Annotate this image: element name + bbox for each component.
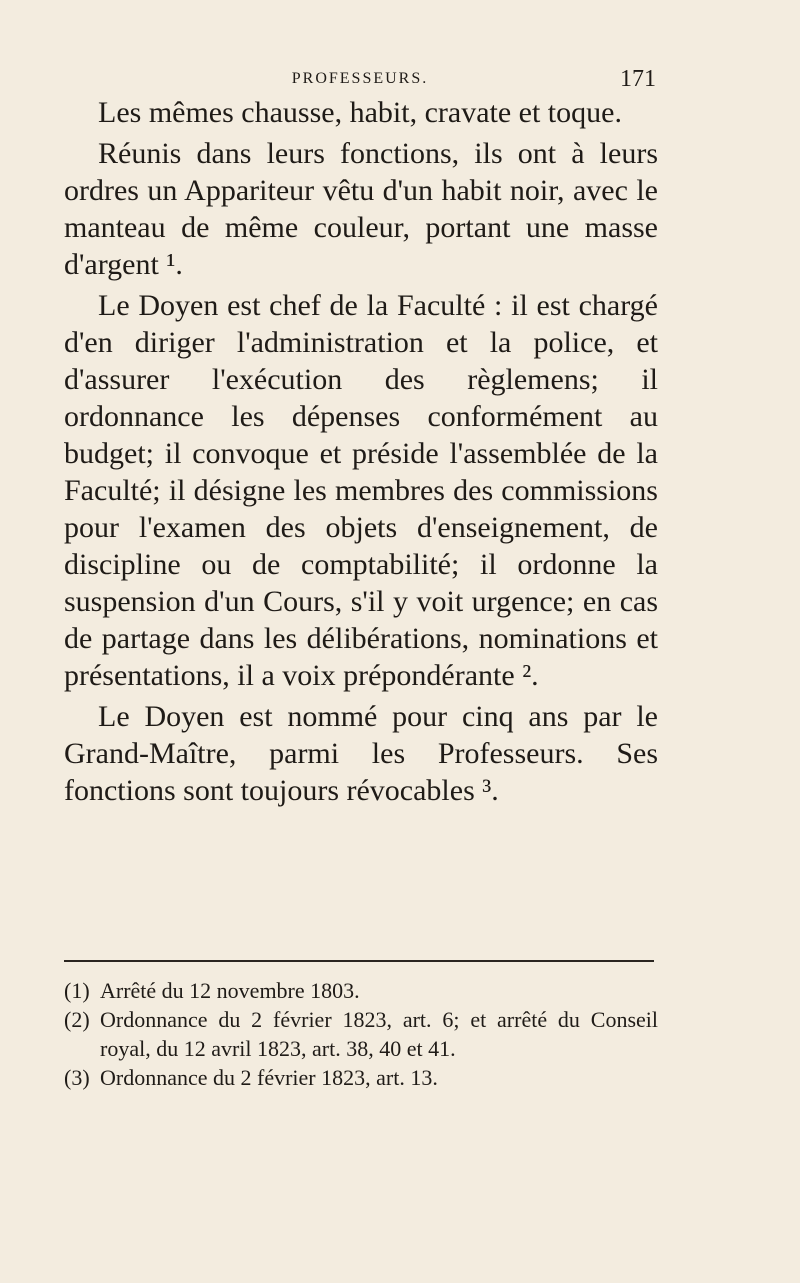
footnotes [64,976,658,1092]
body-text [64,94,658,809]
footnote-text: Ordonnance du 2 février 1823, art. 13. [100,1065,438,1090]
paragraph: Réunis dans leurs fonctions, ils ont à leurs ordres un Appariteur vêtu d'un habit noir, avec le manteau de même couleur, portant une masse d'argent ¹. [64,137,658,281]
page-header [64,66,656,96]
footnote-mark: (1) [64,978,90,1003]
page-number: 171 [620,66,656,92]
footnote-mark: (3) [64,1065,90,1090]
paragraph: Le Doyen est chef de la Faculté : il est chargé d'en diriger l'administration et la police, et d'assurer l'exécution des règlemens; il ordonnance les dépenses conformément au budget; il convoque et préside l'assemblée de la Faculté; il désigne les membres des commissions pour l'examen des objets d'enseignement, de discipline ou de comptabilité; il ordonne la suspension d'un Cours, s'il y voit urgence; en cas de partage dans les délibérations, nominations et présentations, il a voix prépondérante ². [64,289,658,692]
paragraph: Le Doyen est nommé pour cinq ans par le Grand-Maître, parmi les Professeurs. Ses fonctions sont toujours révocables ³. [64,700,658,807]
paragraph: Les mêmes chausse, habit, cravate et toque. [98,96,622,129]
footnote [64,976,658,1005]
footnote-separator [64,960,654,962]
footnote-mark: (2) [64,1007,90,1032]
footnote-text: Ordonnance du 2 février 1823, art. 6; et arrêté du Conseil royal, du 12 avril 1823, art. 38, 40 et 41. [100,1007,658,1061]
footnote [64,1063,658,1092]
footnote-text: Arrêté du 12 novembre 1803. [100,978,360,1003]
running-title: PROFESSEURS. [291,70,429,87]
footnote [64,1005,658,1063]
